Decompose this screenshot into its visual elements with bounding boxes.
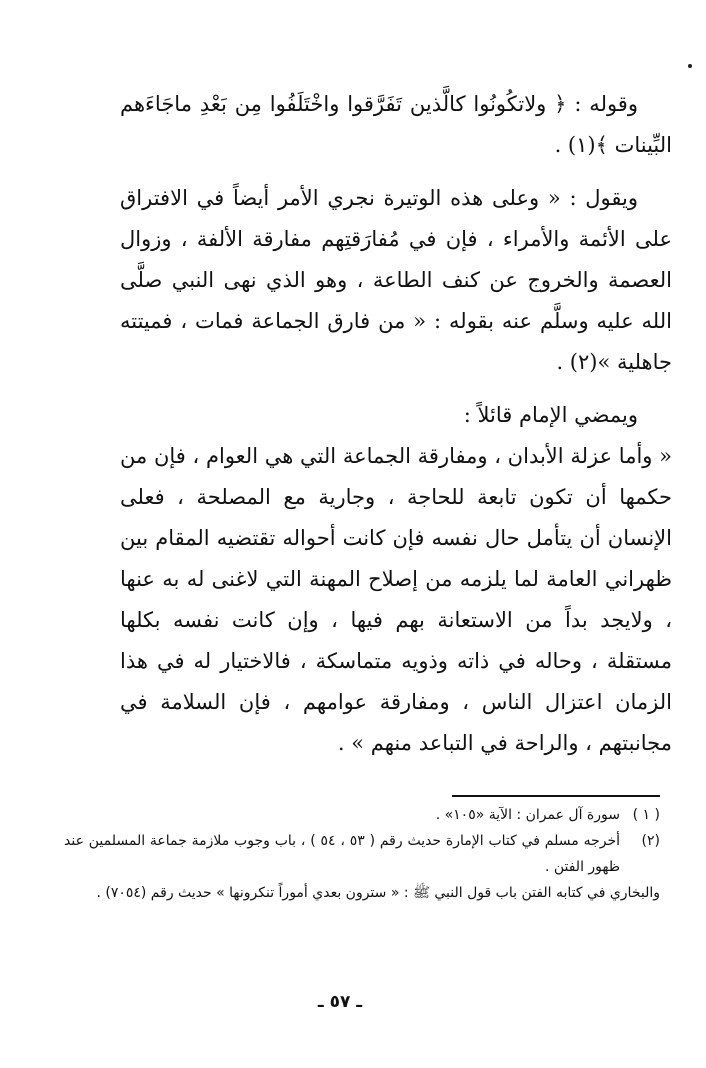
footnote-separator	[452, 795, 660, 797]
footnote-2-continuation: والبخاري في كتابه الفتن باب قول النبي ﷺ : « سترون بعدي أموراً تنكرونها » حديث رقم (٧٠٥٤) .	[96, 885, 660, 901]
scan-dot	[688, 64, 692, 68]
footnote-number: (٢)	[641, 833, 660, 849]
footnote-text: سورة آل عمران : الآية «١٠٥» .	[435, 807, 620, 823]
paragraph-isolation: « وأما عزلة الأبدان ، ومفارقة الجماعة التي هي العوام ، فإن من حكمها أن تكون تابعة للحاجة ، وجارية مع المصلحة ، فعلى الإنسان أن يتأمل حال نفسه فإن كانت أحواله تقتضيه المقام بين ظهراني العامة لما يلزمه من إصلاح المهنة التي لاغنى له به عنها ، ولايجد بداً من الاستعانة بهم فيها ، وإن كانت نفسه بكلها مستقلة ، وحاله في ذاته وذويه متماسكة ، فالاختيار له في هذا الزمان اعتزال الناس ، ومفارقة عوامهم ، فإن السلامة في مجانبتهم ، والراحة في التباعد منهم » .	[120, 444, 672, 755]
footnote-2	[64, 828, 660, 880]
paragraph-imam-continues: ويمضي الإمام قائلاً :	[463, 403, 638, 427]
footnote-1	[64, 802, 660, 828]
footnote-number: ( ١ )	[632, 807, 660, 823]
page-number: ـ ٥٧ ـ	[317, 992, 363, 1012]
paragraph-separation-rulers: ويقول : « وعلى هذه الوتيرة نجري الأمر أيضاً في الافتراق على الأئمة والأمراء ، فإن في مُفارَقتِهم مفارقة الألفة ، وزوال العصمة والخروج عن كنف الطاعة ، وهو الذي نهى النبي صلَّى الله عليه وسلَّم عنه بقوله : « من فارق الجماعة فمات ، فميتته جاهلية »(٢) .	[120, 186, 672, 374]
footnotes	[64, 802, 660, 906]
main-text	[120, 84, 672, 764]
paragraph-quran-verse: وقوله : ﴿ ولاتكُونُوا كالَّذين تَفَرَّقوا واخْتَلَفُوا مِن بَعْدِ ماجَاءَهم البِّينات ﴾(١) .	[120, 92, 672, 157]
footnote-text: أخرجه مسلم في كتاب الإمارة حديث رقم ( ٥٣ ، ٥٤ ) ، باب وجوب ملازمة جماعة المسلمين عند ظهور الفتن .	[64, 833, 620, 875]
